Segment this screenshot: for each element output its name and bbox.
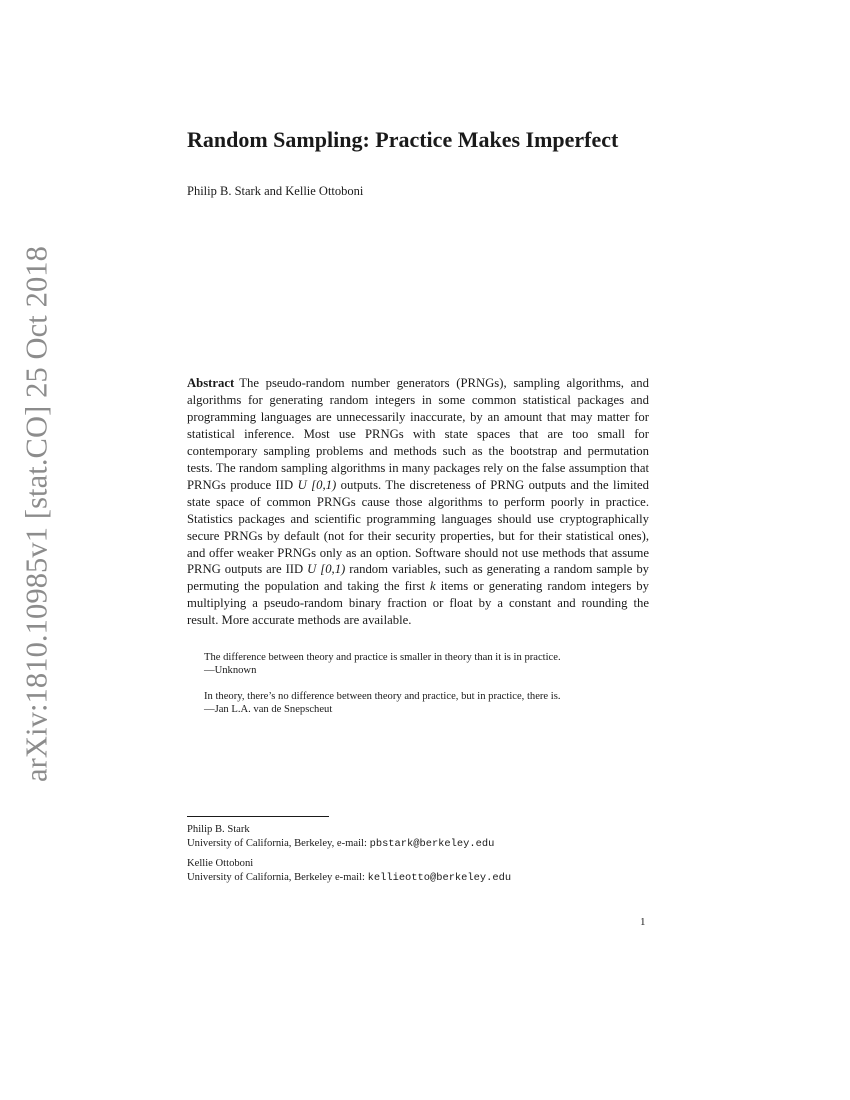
footnote-author-name: Philip B. Stark [187,824,250,835]
author-footnote [187,823,607,851]
footnote-author-name: Kellie Ottoboni [187,858,254,869]
paper-title: Random Sampling: Practice Makes Imperfect [187,127,619,152]
abstract-text: items or generating random integers by multiplying a pseudo-random binary fraction or float by a constant and rounding the result. More accurate methods are available. [187,579,649,628]
abstract-text: random variables, such as generating a random sample by permuting the population and taking the first [187,562,650,594]
abstract-text: The pseudo-random number generators (PRNGs), sampling algorithms, and algorithms for generating random integers in some common statistical packages and programming languages are unnecessarily inaccurate, by an amount that may matter for statistical inference. Most use PRNGs with state spaces that are too small for contemporary sampling problems and methods such as the bootstrap and permutation tests. The random sampling algorithms in many packages rely on the false assumption that PRNGs produce IID [187,376,649,492]
abstract-label: Abstract [187,376,235,390]
epigraph [204,690,634,717]
footnote-affiliation-text: University of California, Berkeley e-mail: [187,871,368,883]
footnote-email-link[interactable]: pbstark@berkeley.edu [369,837,495,850]
abstract-math: U [0,1) [297,477,337,492]
footnote-rule [187,816,329,817]
arxiv-identifier-stamp: arXiv:1810.10985v1 [stat.CO] 25 Oct 2018 [19,246,54,782]
epigraph-quote: In theory, there’s no difference between theory and practice, but in practice, there is. [204,691,561,702]
page-number: 1 [640,916,646,928]
abstract-text: outputs. The discreteness of PRNG outputs and the limited state space of common PRNGs cause those algorithms to perform poorly in practice. Statistics packages and scientific programming languages should use cryptographically secure PRNGs by default (not for their security properties, but for their statistical ones), and offer weaker PRNGs only as an option. Software should not use methods that assume PRNG outputs are IID [187,477,649,577]
footnote-affiliation-text: University of California, Berkeley, e-mail: [187,837,370,849]
footnote-affiliation [187,837,607,852]
epigraph [204,651,634,678]
footnote-email-link[interactable]: kellieotto@berkeley.edu [367,871,512,884]
author-footnote [187,857,607,885]
epigraph-attribution: —Unknown [204,665,257,677]
abstract-math: U [0,1) [307,562,346,577]
author-list: Philip B. Stark and Kellie Ottoboni [187,184,364,198]
abstract-math: k [430,579,436,594]
abstract [187,375,649,629]
footnote-affiliation [187,871,607,886]
epigraph-quote: The difference between theory and practice is smaller in theory than it is in practice. [204,652,561,663]
epigraph-attribution: —Jan L.A. van de Snepscheut [204,704,333,716]
